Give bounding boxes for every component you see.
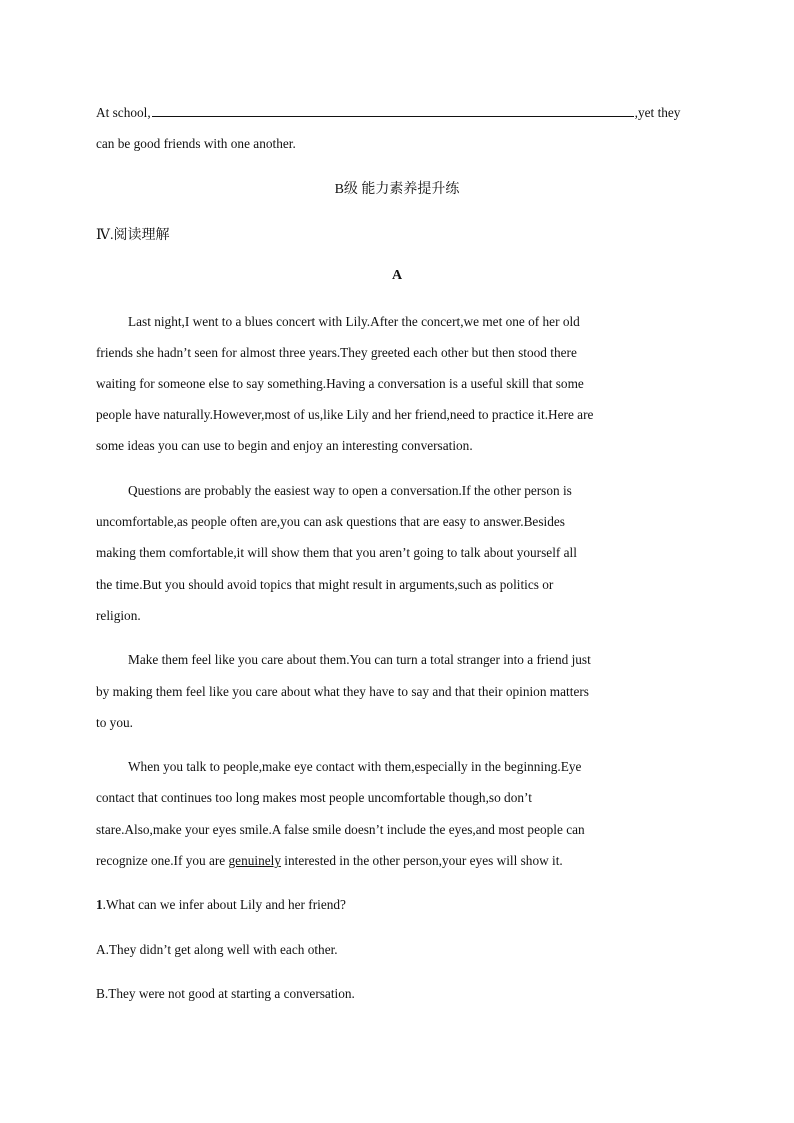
paragraph-3-line-1: Make them feel like you care about them.You can turn a total stranger into a friend just (128, 652, 591, 667)
paragraph-2-line-5: religion. (96, 608, 141, 623)
paragraph-1-line-5: some ideas you can use to begin and enjoy an interesting conversation. (96, 438, 473, 453)
paragraph-2-line-3: making them comfortable,it will show them that you aren’t going to talk about yourself all (96, 545, 577, 560)
fill-in-prefix: At school, (96, 105, 151, 120)
underlined-word: genuinely (228, 853, 281, 868)
option-b[interactable]: B.They were not good at starting a conversation. (96, 986, 355, 1001)
paragraph-1-line-1: Last night,I went to a blues concert with Lily.After the concert,we met one of her old (128, 314, 580, 329)
section-title: Ⅳ.阅读理解 (96, 228, 170, 243)
paragraph-2-line-4: the time.But you should avoid topics that might result in arguments,such as politics or (96, 577, 554, 592)
paragraph-1-line-3: waiting for someone else to say something.Having a conversation is a useful skill that some (96, 376, 584, 391)
question-text: .What can we infer about Lily and her friend? (102, 897, 346, 912)
question-1 (96, 897, 696, 913)
option-a[interactable]: A.They didn’t get along well with each other. (96, 942, 338, 957)
paragraph-2-line-2: uncomfortable,as people often are,you can ask questions that are easy to answer.Besides (96, 514, 565, 529)
paragraph-1-line-4: people have naturally.However,most of us,like Lily and her friend,need to practice it.Here are (96, 407, 594, 422)
paragraph-4-line-3: stare.Also,make your eyes smile.A false smile doesn’t include the eyes,and most people can (96, 822, 585, 837)
level-title: B级 能力素养提升练 (334, 182, 460, 197)
answer-blank[interactable] (152, 104, 634, 117)
paragraph-4-line-1: When you talk to people,make eye contact with them,especially in the beginning.Eye (128, 759, 582, 774)
paragraph-1-line-2: friends she hadn’t seen for almost three years.They greeted each other but then stood there (96, 345, 577, 360)
paragraph-4-line-4 (96, 853, 696, 869)
question-number: 1 (96, 897, 103, 912)
passage-label: A (391, 268, 403, 283)
paragraph-3-line-2: by making them feel like you care about what they have to say and that their opinion matters (96, 684, 589, 699)
fill-in-line-2: can be good friends with one another. (96, 136, 296, 151)
paragraph-4-line-2: contact that continues too long makes most people uncomfortable though,so don’t (96, 790, 532, 805)
paragraph-4-text-before: recognize one.If you are (96, 853, 229, 868)
paragraph-4-text-after: interested in the other person,your eyes will show it. (280, 853, 563, 868)
paragraph-2-line-1: Questions are probably the easiest way to open a conversation.If the other person is (128, 483, 572, 498)
paragraph-3-line-3: to you. (96, 715, 133, 730)
fill-in-line (96, 104, 696, 121)
fill-in-suffix: ,yet they (634, 105, 681, 120)
